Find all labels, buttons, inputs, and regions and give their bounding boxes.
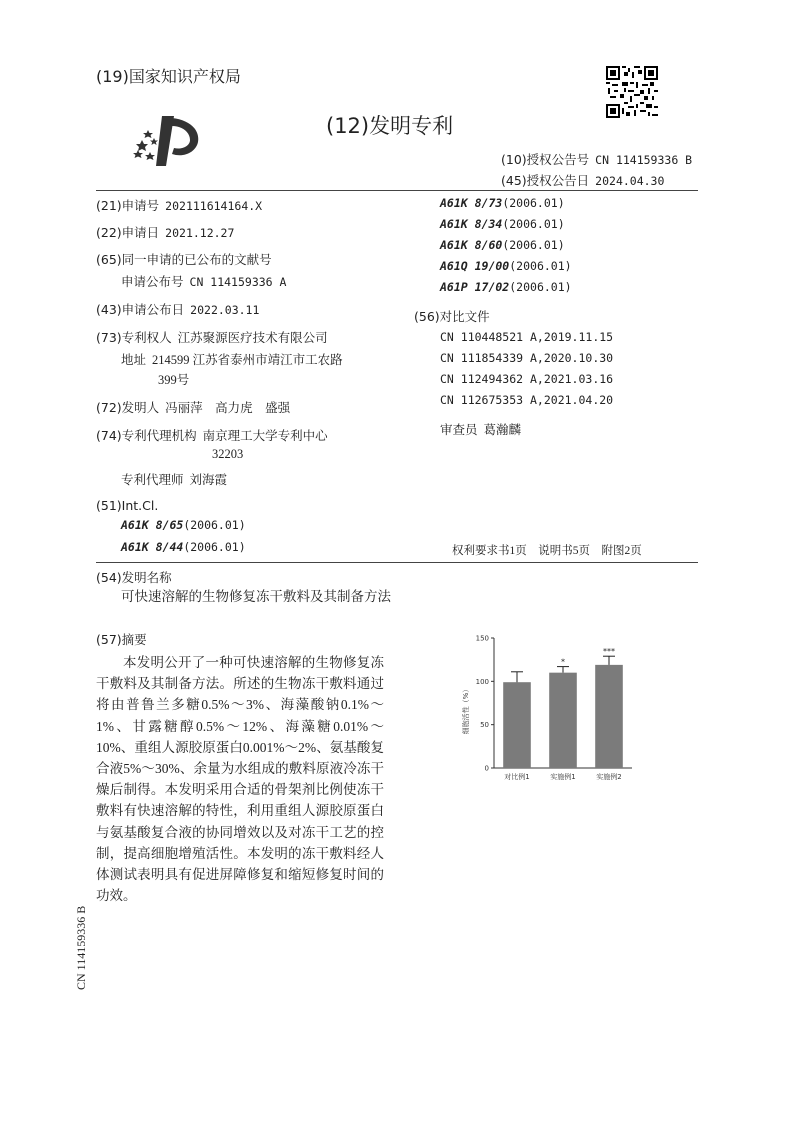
office-name: (19)国家知识产权局 <box>96 67 241 86</box>
publication-date: (43)申请公布日 2022.03.11 <box>96 302 260 317</box>
intcl-item: A61K 8/34(2006.01) <box>440 217 565 231</box>
patent-agency: (74)专利代理机构 南京理工大学专利中心 <box>96 428 328 443</box>
references-label: (56)对比文件 <box>414 309 490 324</box>
prior-publication-label: (65)同一申请的已公布的文献号 <box>96 252 272 267</box>
qr-code <box>606 66 658 118</box>
intcl-label: (51)Int.Cl. <box>96 498 159 513</box>
abstract-text: 本发明公开了一种可快速溶解的生物修复冻干敷料及其制备方法。所述的生物冻干敷料通过将由普鲁兰多糖0.5%～3%、海藻酸钠0.1%～1%、甘露糖醇0.5%～12%、海藻糖0.01%～10%、重组人源胶原蛋白0.001%～2%、氨基酸复合液5%～30%、余量为水组成的敷料原液冷冻干燥后制得。本发明采用合适的骨架剂比例使冻干敷料有快速溶解的特性，利用重组人源胶原蛋白与氨基酸复合液的协同增效以及对冻干工艺的控制，提高细胞增殖活性。本发明的冻干敷料经人体测试表明具有促进屏障修复和缩短修复时间的功效。 <box>96 655 384 904</box>
grant-pub-no: (10)授权公告号 CN 114159336 B <box>501 152 693 167</box>
intcl-item: A61K 8/60(2006.01) <box>440 238 565 252</box>
significance-mark: *** <box>603 647 615 657</box>
reference-item: CN 110448521 A,2019.11.15 <box>440 330 614 344</box>
application-number: (21)申请号 202111614164.X <box>96 198 263 213</box>
patent-agent: 专利代理师 刘海霞 <box>121 472 228 487</box>
header-divider <box>96 190 698 191</box>
bar <box>595 665 623 768</box>
cnipa-logo <box>128 110 208 170</box>
bar <box>549 673 577 768</box>
reference-item: CN 111854339 A,2020.10.30 <box>440 351 614 365</box>
grant-date: (45)授权公告日 2024.04.30 <box>501 173 665 188</box>
title-label: (54)发明名称 <box>96 570 172 585</box>
intcl-item: A61K 8/44(2006.01) <box>121 540 246 554</box>
inventors: (72)发明人 冯丽萍 高力虎 盛强 <box>96 400 291 415</box>
application-date: (22)申请日 2021.12.27 <box>96 225 235 240</box>
address: 地址 214599 江苏省泰州市靖江市工农路 <box>121 352 343 367</box>
reference-item: CN 112494362 A,2021.03.16 <box>440 372 614 386</box>
examiner: 审查员 葛瀚麟 <box>440 422 522 437</box>
x-tick-label: 对比例1 <box>504 773 530 781</box>
y-tick-label: 0 <box>484 764 489 773</box>
patentee: (73)专利权人 江苏聚源医疗技术有限公司 <box>96 330 328 345</box>
y-axis-label: 细胞活性（%） <box>462 685 470 735</box>
agency-code: 32203 <box>212 447 244 461</box>
document-type: (12)发明专利 <box>326 114 454 138</box>
x-tick-label: 实施例2 <box>596 773 622 781</box>
x-tick-label: 实施例1 <box>550 773 576 781</box>
intcl-item: A61K 8/73(2006.01) <box>440 196 565 210</box>
significance-mark: * <box>561 657 565 667</box>
reference-item: CN 112675353 A,2021.04.20 <box>440 393 614 407</box>
y-tick-label: 100 <box>475 677 489 686</box>
biblio-divider <box>96 562 698 563</box>
intcl-item: A61Q 19/00(2006.01) <box>440 259 572 273</box>
page-counts: 权利要求书1页 说明书5页 附图2页 <box>452 545 642 557</box>
address-line2: 399号 <box>158 373 190 387</box>
abstract-label: (57)摘要 <box>96 632 147 647</box>
cell-viability-chart <box>454 628 644 788</box>
side-publication-number: CN 114159336 B <box>74 905 88 990</box>
y-tick-label: 50 <box>480 721 489 730</box>
publication-number: 申请公布号 CN 114159336 A <box>121 274 287 289</box>
invention-title: 可快速溶解的生物修复冻干敷料及其制备方法 <box>121 589 391 604</box>
y-tick-label: 150 <box>475 634 489 643</box>
bar <box>503 682 531 768</box>
intcl-item: A61P 17/02(2006.01) <box>440 280 572 294</box>
intcl-item: A61K 8/65(2006.01) <box>121 518 246 532</box>
